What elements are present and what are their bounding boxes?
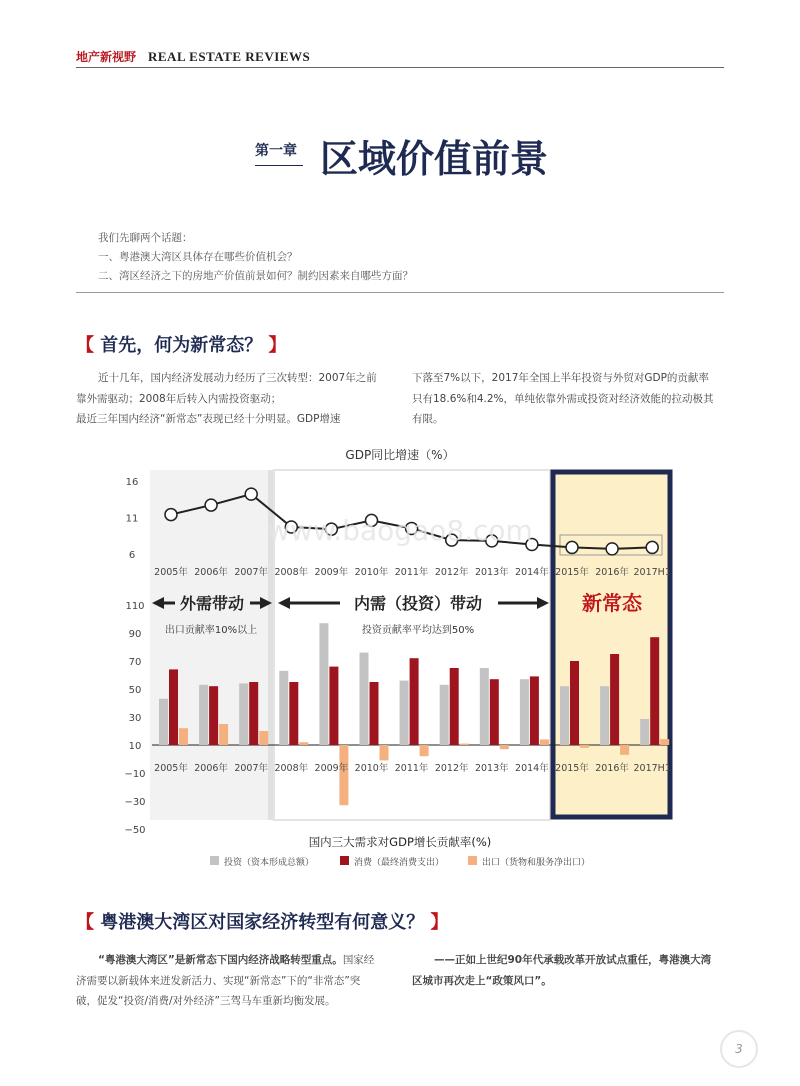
intro-lead: 我们先聊两个话题： [98,232,193,244]
section1-col1-line: 最近三年国内经济“新常态”表现已经十分明显。GDP增速 [76,413,341,425]
line-x-tick: 2012年 [434,567,469,578]
intro-item-1: 一、粤港澳大湾区具体存在哪些价值机会？ [98,251,298,263]
gdp-point [566,541,578,553]
section2-col1-bold: “粤港澳大湾区”是新常态下国内经济战略转型重点。 [98,954,343,966]
section2-col2-line: 区城市再次走上“政策风口”。 [412,974,552,987]
bar-y-tick: 30 [128,713,142,724]
legend-label-consumption: 消费（最终消费支出） [354,858,445,868]
line-y-tick: 11 [125,513,139,525]
line-x-tick: 2017H1 [633,567,671,578]
bar-consumption [650,637,659,745]
section2-col1-line: 济需要以新载体来迸发新活力、实现“新常态”下的“非常态”突 [76,974,361,987]
watermark: www.baogao8.com [267,514,533,547]
line-x-tick: 2009年 [314,567,349,578]
bar-x-tick: 2005年 [154,763,188,774]
line-x-tick: 2007年 [234,567,269,578]
chapter-label-underline [255,165,303,166]
bar-investment [440,685,449,745]
bar-y-tick: −50 [124,825,146,836]
bracket-open: 【 [76,335,101,356]
line-x-tick: 2010年 [354,567,389,578]
bar-investment [279,671,288,745]
bar-x-tick: 2017H1 [633,763,671,774]
bar-y-tick: 110 [125,601,145,612]
section-divider [76,292,724,293]
legend-swatch-consumption [340,856,349,865]
bar-export [420,745,429,756]
bar-x-tick: 2014年 [515,763,549,774]
line-y-tick: 6 [128,550,136,561]
bar-investment [520,679,529,745]
bar-export [380,745,389,760]
bar-investment [159,699,168,745]
bar-y-tick: −10 [124,769,146,780]
bar-consumption [329,667,338,745]
bar-y-tick: −30 [124,797,146,808]
bracket-close: 】 [262,335,287,356]
intro-item-2: 二、湾区经济之下的房地产价值前景如何？制约因素来自哪些方面？ [98,270,413,282]
bar-x-tick: 2009年 [314,763,349,774]
bar-investment [560,686,569,745]
header-divider [76,67,724,68]
bar-consumption [570,661,579,745]
bar-consumption [410,658,419,745]
bar-consumption [249,682,258,745]
gdp-chart [0,440,800,880]
gdp-point [205,499,217,511]
bar-x-tick: 2013年 [474,763,509,774]
bar-x-tick: 2012年 [434,763,469,774]
chapter-label: 第一章 [255,143,297,159]
bar-x-tick: 2016年 [595,763,629,774]
legend-swatch-export [468,856,477,865]
bar-y-tick: 50 [128,685,142,696]
page-number: 3 [720,1030,758,1068]
phase-label-new-normal: 新常态 [582,591,642,615]
bar-investment [360,653,369,745]
bar-investment [640,719,649,745]
gdp-point [606,543,618,555]
bar-y-tick: 10 [128,741,142,752]
line-x-tick: 2006年 [194,567,228,578]
section1-col1-line: 靠外需驱动；2008年后转入内需投资驱动； [76,392,282,405]
brand-name: 地产新视野 [76,50,137,64]
legend-label-investment: 投资（资本形成总额） [224,858,315,868]
section2-heading [76,908,449,934]
legend-label-export: 出口（货物和服务净出口） [482,858,591,868]
line-x-tick: 2014年 [515,567,549,578]
bar-export [179,728,188,745]
section2-col2-line: ——正如上世纪90年代承载改革开放试点重任，粤港澳大湾 [434,954,712,966]
bar-x-tick: 2010年 [354,763,389,774]
bar-export [219,724,228,745]
bracket-close: 】 [424,912,449,933]
bar-consumption [370,682,379,745]
section1-col2 [412,368,732,430]
bar-export [299,742,308,745]
phase-note-external: 出口贡献率10%以上 [164,625,258,636]
bar-consumption [490,679,499,745]
bar-export [460,744,469,745]
legend-swatch-investment [210,856,219,865]
gdp-point [245,488,257,500]
gdp-point [165,509,177,521]
bar-x-tick: 2008年 [274,763,309,774]
bracket-open: 【 [76,912,101,933]
bar-consumption [289,682,298,745]
bar-x-tick: 2006年 [194,763,228,774]
bar-consumption [530,676,539,745]
line-x-tick: 2013年 [474,567,509,578]
bar-consumption [610,654,619,745]
bar-export [500,745,509,749]
bar-x-tick: 2015年 [555,763,589,774]
section1-col2-line: 下落至7%以下，2017年全国上半年投资与外贸对GDP的贡献率 [412,372,709,384]
gdp-point [646,541,658,553]
section1-col1 [76,368,398,430]
section1-col1-line: 近十几年，国内经济发展动力经历了三次转型：2007年之前 [98,372,377,384]
bar-investment [400,681,409,745]
line-y-tick: 16 [125,477,139,488]
bar-x-tick: 2011年 [394,763,429,774]
section1-col2-line: 有限。 [412,413,444,425]
phase-label-domestic: 内需（投资）带动 [353,594,483,613]
bar-investment [480,668,489,745]
section1-heading [76,331,287,357]
line-x-tick: 2005年 [154,567,188,578]
bar-export [540,739,549,745]
bar-x-tick: 2007年 [234,763,269,774]
brand-name-english: REAL ESTATE REVIEWS [148,49,311,64]
bar-investment [600,686,609,745]
section2-heading-text: 粤港澳大湾区对国家经济转型有何意义？ [100,912,425,933]
bar-export [580,745,589,748]
bar-chart-title: 国内三大需求对GDP增长贡献率(%) [308,835,492,849]
bar-export [339,745,348,805]
bar-consumption [169,669,178,745]
phase-note-domestic: 投资贡献率平均达到50% [361,625,475,636]
section2-col1 [76,950,396,1012]
bar-investment [319,623,328,745]
bar-investment [239,683,248,745]
chapter-title: 区域价值前景 [320,137,549,181]
section2-col2 [412,950,732,991]
bar-y-tick: 90 [128,629,142,640]
phase-label-external: 外需带动 [179,594,245,613]
line-x-tick: 2011年 [394,567,429,578]
line-x-tick: 2008年 [274,567,309,578]
line-x-tick: 2015年 [555,567,589,578]
bar-consumption [450,668,459,745]
bar-export [660,739,669,745]
section2-col1-rest: 国家经 [342,954,375,966]
bar-export [620,745,629,755]
bar-consumption [209,686,218,745]
bar-investment [199,685,208,745]
bar-y-tick: 70 [128,657,142,668]
section1-heading-text: 首先，何为新常态？ [100,335,263,356]
bar-export [259,731,268,745]
section1-col2-line: 只有18.6%和4.2%，单纯依靠外需或投资对经济效能的拉动极其 [412,392,714,405]
line-x-tick: 2016年 [595,567,629,578]
line-chart-title: GDP同比增速（%） [345,448,455,462]
section2-col1-line: 破，促发“投资/消费/对外经济”三驾马车重新均衡发展。 [76,995,336,1007]
